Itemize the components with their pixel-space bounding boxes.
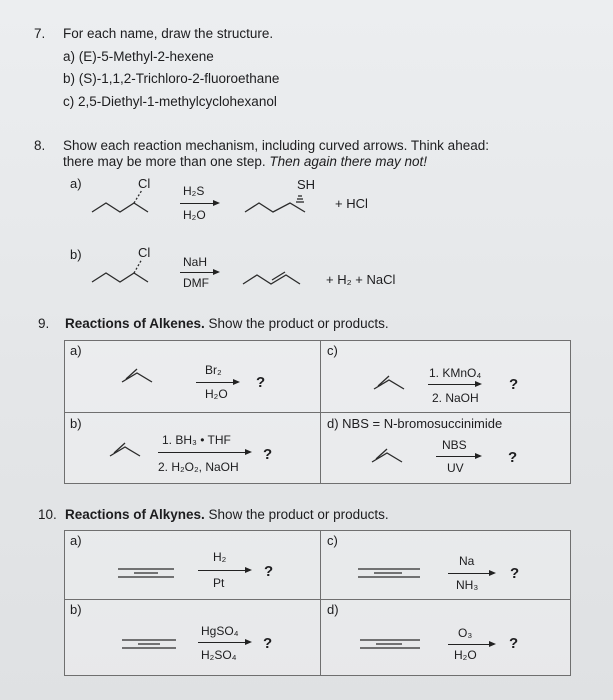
q10c-reagent-bottom: NH₃ <box>456 578 479 592</box>
q8b-reagent-top: NaH <box>183 255 208 269</box>
q8a-reagent-top: H₂S <box>183 184 205 198</box>
q8b-cl-label: Cl <box>138 245 151 260</box>
q9d-reagent-bottom: UV <box>447 461 464 475</box>
q8a-reagent-bottom: H₂O <box>183 208 206 222</box>
q10c-label: c) <box>327 533 338 548</box>
q10d-label: d) <box>327 602 339 617</box>
q7-item-c: c) 2,5-Diethyl-1-methylcyclohexanol <box>63 94 277 109</box>
q10-title-rest: Show the product or products. <box>204 507 389 522</box>
q9-number: 9. <box>38 316 50 331</box>
q8-prompt-plain: there may be more than one step. <box>63 154 270 169</box>
q7-item-b: b) (S)-1,1,2-Trichloro-2-fluoroethane <box>63 71 280 86</box>
q8b-reagent-bottom: DMF <box>183 276 209 290</box>
q10b-reagent-top: HgSO₄ <box>201 624 239 638</box>
q10-title-bold: Reactions of Alkynes. <box>65 507 205 522</box>
q9a-label: a) <box>70 343 82 358</box>
q10d-arrow <box>448 644 494 645</box>
q9d-label: d) NBS = N-bromosuccinimide <box>327 416 503 431</box>
q10a-reagent-bottom: Pt <box>213 576 225 590</box>
q10c-question-mark: ? <box>510 565 520 582</box>
q8-number: 8. <box>34 138 46 153</box>
q9c-reagent-top: 1. KMnO₄ <box>429 366 482 380</box>
q8b-label: b) <box>70 247 82 262</box>
q8a-label: a) <box>70 176 82 191</box>
q10b-reagent-bottom: H₂SO₄ <box>201 648 237 662</box>
q9c-reagent-bottom: 2. NaOH <box>432 391 479 405</box>
q9b-question-mark: ? <box>263 446 273 463</box>
q9d-question-mark: ? <box>508 449 518 466</box>
q10d-reagent-bottom: H₂O <box>454 648 477 662</box>
q9c-question-mark: ? <box>509 376 519 393</box>
q9c-label: c) <box>327 343 338 358</box>
q9b-label: b) <box>70 416 82 431</box>
q9a-reagent-bottom: H₂O <box>205 387 228 401</box>
q10c-reagent-top: Na <box>459 554 475 568</box>
q10d-reagent-top: O₃ <box>458 626 473 640</box>
q10a-reagent-top: H₂ <box>213 550 227 564</box>
q9a-question-mark: ? <box>256 374 266 391</box>
q9b-reagent-bottom: 2. H₂O₂, NaOH <box>158 460 239 474</box>
q9d-reagent-top: NBS <box>442 438 467 452</box>
q8b-byproduct: + H₂ + NaCl <box>326 272 396 287</box>
q10a-label: a) <box>70 533 82 548</box>
q7-number: 7. <box>34 26 46 41</box>
q8a-cl-label: Cl <box>138 176 151 191</box>
q8a-byproduct: + HCl <box>335 196 368 211</box>
q9-title-bold: Reactions of Alkenes. <box>65 316 205 331</box>
q10d-question-mark: ? <box>509 635 519 652</box>
q10a-question-mark: ? <box>264 563 274 580</box>
q10-number: 10. <box>38 507 57 522</box>
q10b-label: b) <box>70 602 82 617</box>
q9a-reagent-top: Br₂ <box>205 363 222 377</box>
q9-title-rest: Show the product or products. <box>204 316 389 331</box>
q8-prompt-line1: Show each reaction mechanism, including curved arrows. Think ahead: <box>63 138 489 153</box>
q9b-reagent-top: 1. BH₃ • THF <box>162 433 231 447</box>
q7-prompt: For each name, draw the structure. <box>63 26 274 41</box>
q10b-question-mark: ? <box>263 635 273 652</box>
q8-prompt-italic: Then again there may not! <box>269 154 427 169</box>
q7-item-a: a) (E)-5-Methyl-2-hexene <box>63 49 214 64</box>
q8a-sh-label: SH <box>297 177 316 192</box>
